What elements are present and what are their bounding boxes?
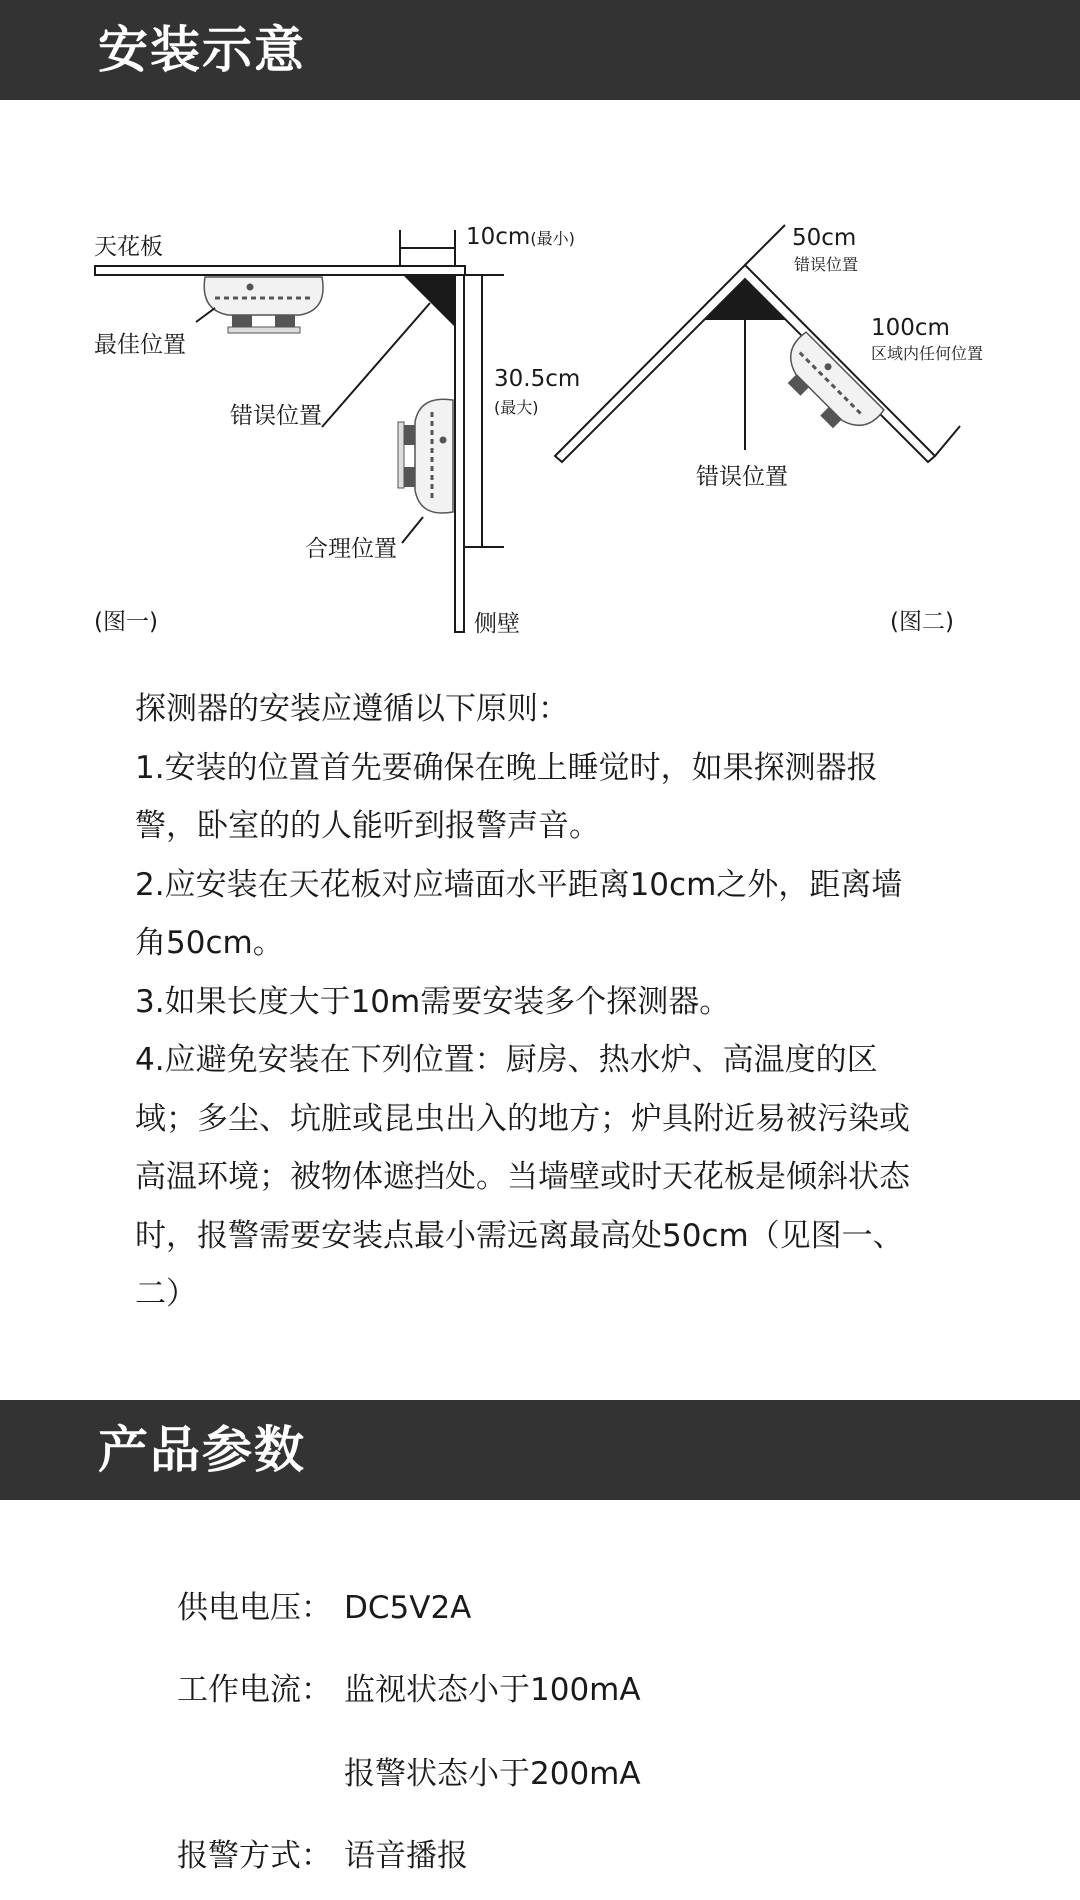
dist-min-note: (最小) [530,229,575,248]
spec-row-alarm [177,1836,468,1876]
section-header-installation [0,0,1080,100]
side-wall-label: 侧壁 [474,611,520,637]
spec-label: 报警方式： [177,1838,332,1874]
spec-row-voltage [177,1588,471,1628]
section-title: 安装示意 [98,21,306,79]
spec-value: 监视状态小于100mA [344,1672,641,1708]
slope-100-value: 100cm [871,315,950,341]
spec-value: 语音播报 [344,1838,468,1874]
dist-min-value: 10cm [466,224,531,250]
slope-50-value: 50cm [792,225,857,251]
dist-max-value: 30.5cm [494,366,581,392]
dead-air-corner [403,275,455,327]
figure-2 [555,225,983,635]
installation-diagram [0,200,1080,660]
detector-wall-icon [398,399,453,513]
principle-item: 1.安装的位置首先要确保在晚上睡觉时，如果探测器报警，卧室的的人能听到报警声音。 [135,749,878,844]
side-wall [455,275,464,632]
figure-2-caption: (图二) [890,609,954,635]
wrong-position-label-2: 错误位置 [696,464,788,490]
detector-ceiling-icon [204,277,323,333]
principle-item: 3.如果长度大于10m需要安装多个探测器。 [135,983,731,1020]
figure-1-caption: (图一) [94,609,158,635]
section-title: 产品参数 [98,1421,306,1479]
spec-value: 报警状态小于200mA [344,1756,641,1792]
slope-100-note: 区域内任何位置 [871,344,984,363]
spec-value: DC5V2A [344,1590,472,1626]
ceiling-label: 天花板 [94,234,163,260]
spec-row-current [177,1670,641,1710]
dist-max-note: (最大) [494,398,539,417]
spec-label: 供电电压： [177,1590,332,1626]
principle-item: 4.应避免安装在下列位置：厨房、热水炉、高温度的区域；多尘、坑脏或昆虫出入的地方；炉具附近易被污染或高温环境；被物体遮挡处。当墙壁或时天花板是倾斜状态时，报警需要安装点最小需远离最高处50cm（见图一、二） [135,1042,910,1312]
wrong-position-label: 错误位置 [230,403,322,429]
spec-label: 工作电流： [177,1672,332,1708]
slope-50-note: 错误位置 [794,255,859,274]
section-header-specifications [0,1400,1080,1500]
principles-intro: 探测器的安装应遵循以下原则： [135,691,569,727]
principle-item: 2.应安装在天花板对应墙面水平距离10cm之外，距离墙角50cm。 [135,866,903,961]
spec-row-current-2 [344,1754,641,1794]
reasonable-position-label: 合理位置 [305,536,397,562]
figure-1 [94,224,580,637]
svg-text:10cm(最小) [466,224,575,250]
best-position-label: 最佳位置 [94,332,186,358]
ceiling-board [95,266,465,275]
installation-principles [135,680,915,1324]
